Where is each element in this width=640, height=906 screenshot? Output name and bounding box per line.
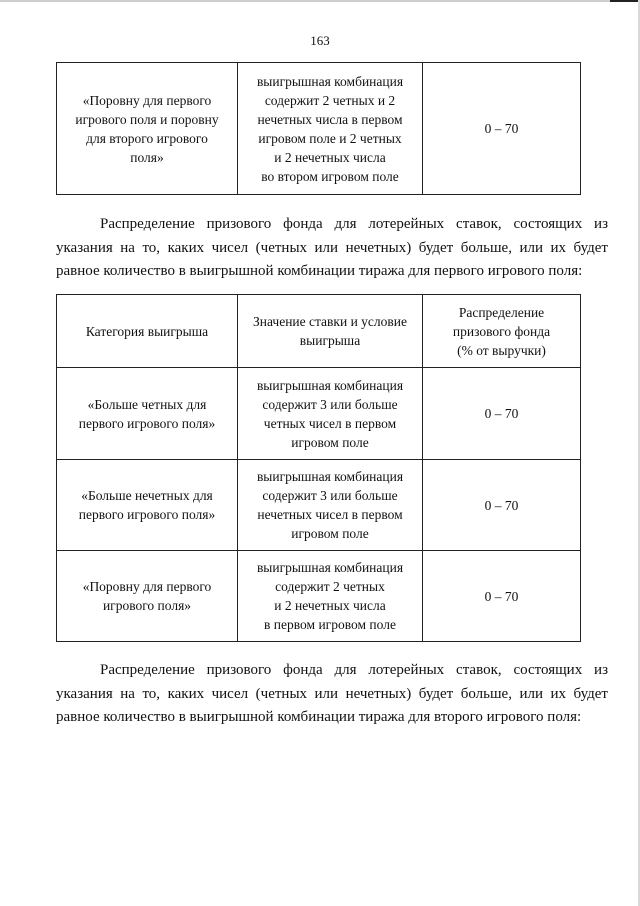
category-cell: «Поровну для первого игрового поля» <box>57 551 238 642</box>
first-field-table <box>56 294 581 642</box>
table-row <box>57 551 581 642</box>
condition-cell: выигрышная комбинация содержит 2 четных и 2 нечетных числа в первом игровом поле <box>238 551 423 642</box>
condition-cell: выигрышная комбинация содержит 3 или больше четных чисел в первом игровом поле <box>238 368 423 460</box>
scan-top-edge <box>0 0 640 2</box>
table-row <box>57 460 581 551</box>
table-row <box>57 368 581 460</box>
paragraph-second-field: Распределение призового фонда для лотерейных ставок, состоящих из указания на то, каких чисел (четных или нечетных) будет больше, или их будет равное количество в выигрышной комбинации тиража для второго игрового поля: <box>56 662 608 725</box>
table-header-row <box>57 295 581 368</box>
category-cell: «Больше нечетных для первого игрового поля» <box>57 460 238 551</box>
paragraph-first-field: Распределение призового фонда для лотерейных ставок, состоящих из указания на то, каких чисел (четных или нечетных) будет больше, или их будет равное количество в выигрышной комбинации тиража для первого игрового поля: <box>56 216 608 279</box>
page-number: 163 <box>310 33 330 48</box>
header-condition: Значение ставки и условие выигрыша <box>238 295 423 368</box>
scan-corner-mark <box>610 0 640 2</box>
top-table <box>56 62 581 195</box>
condition-cell: выигрышная комбинация содержит 3 или больше нечетных чисел в первом игровом поле <box>238 460 423 551</box>
distribution-cell: 0 – 70 <box>423 551 581 642</box>
category-cell: «Поровну для первого игрового поля и поровну для второго игрового поля» <box>57 63 238 195</box>
distribution-cell: 0 – 70 <box>423 63 581 195</box>
category-cell: «Больше четных для первого игрового поля» <box>57 368 238 460</box>
header-category: Категория выигрыша <box>57 295 238 368</box>
distribution-cell: 0 – 70 <box>423 368 581 460</box>
table-row <box>57 63 581 195</box>
distribution-cell: 0 – 70 <box>423 460 581 551</box>
header-distribution: Распределение призового фонда (% от выручки) <box>423 295 581 368</box>
condition-cell: выигрышная комбинация содержит 2 четных и 2 нечетных числа в первом игровом поле и 2 четных и 2 нечетных числа во втором игровом поле <box>238 63 423 195</box>
